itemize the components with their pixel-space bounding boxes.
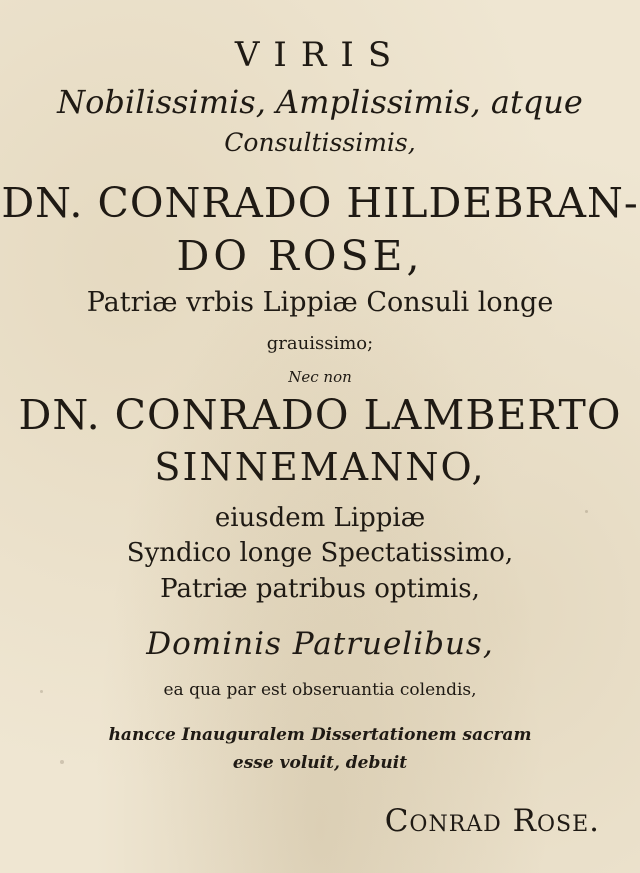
dedication-colendis: ea qua par est obseruantia colendis, (163, 680, 477, 700)
dedication-voluit-debuit: esse voluit, debuit (232, 753, 408, 773)
dedication-line-honorifics: Nobilissimis, Amplissimis, atque (57, 83, 583, 121)
dedication-name-sinnemanno: SINNEMANNO, (154, 445, 486, 489)
dedication-name-hildebrand-part1: DN. CONRADO HILDEBRAN- (1, 179, 639, 227)
signature-conrad-rose: Conrad Rose. (384, 803, 600, 839)
dedication-name-lamberto: DN. CONRADO LAMBERTO (18, 391, 622, 439)
dedication-title-grauissimo: grauissimo; (266, 333, 374, 354)
dedication-title-consul: Patriæ vrbis Lippiæ Consuli longe (86, 287, 554, 318)
dedication-line-consultissimis: Consultissimis, (224, 128, 416, 157)
dedication-dominis-patruelibus: Dominis Patruelibus, (146, 626, 494, 662)
dedication-title-syndico: Syndico longe Spectatissimo, (126, 538, 514, 568)
dedication-title-eiusdem: eiusdem Lippiæ (214, 503, 426, 533)
dedication-name-hildebrand-part2: DO ROSE, (176, 232, 424, 280)
dedication-line-viris: VIRIS (234, 35, 406, 75)
dedication-patribus: Patriæ patribus optimis, (160, 574, 480, 604)
dedication-dissertationem: hancce Inauguralem Dissertationem sacram (108, 725, 532, 745)
dedication-nec-non: Nec non (288, 368, 352, 386)
